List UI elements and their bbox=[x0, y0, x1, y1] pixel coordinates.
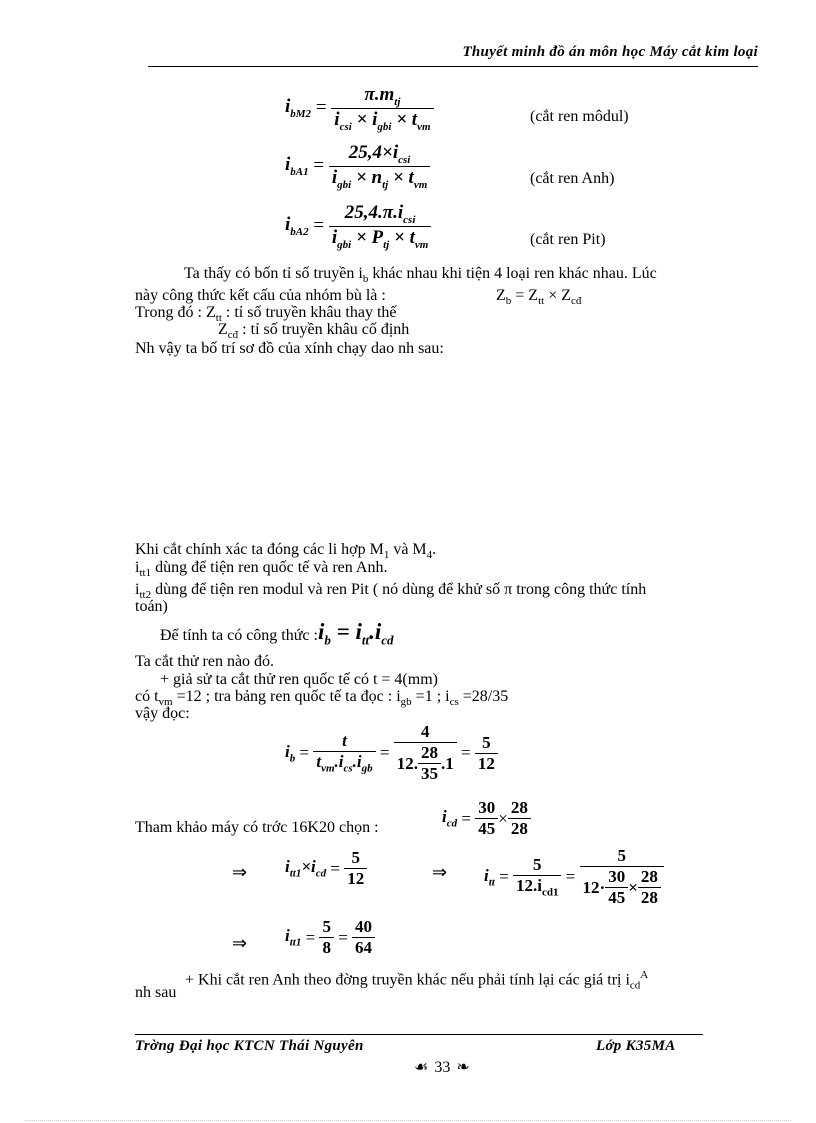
para1-line4: $Z_{cđ}$ : tỉ số truyền khâu cố định bbox=[218, 321, 410, 342]
page-deco-right-icon: ❧ bbox=[456, 1059, 470, 1076]
footer-right: Lớp K35MA bbox=[596, 1038, 676, 1054]
formula-iba1: $i_{bA1}$ = $\frac{25,4\times i_{csi}}{i_{gbi} \times n_{tj} \times t_{vm}}$ bbox=[285, 142, 430, 191]
para2-line8: có $t_{vm} =12$ ; tra bảng ren quốc tế ta đọc : $i_{gb} =1$ ; $i_{cs} =28/35$ bbox=[135, 688, 509, 709]
footer-rule bbox=[135, 1034, 703, 1035]
para2-line2: $i_{tt1}$ dùng để tiện ren quốc tế và ren Anh. bbox=[135, 559, 388, 580]
para1-line2: này công thức kết cấu của nhóm bù là : bbox=[135, 287, 386, 304]
para1-line5: Nh vậy ta bố trí sơ đồ của xính chạy dao nh sau: bbox=[135, 340, 444, 357]
equation-itt: $i_{tt}$ = $\frac{5}{12.i_{cd1}}$ = 5 12· $\frac{30}{45}$ × $\frac{28}{28}$ bbox=[484, 846, 664, 908]
formula-iba2-note: (cắt ren Pit) bbox=[530, 231, 606, 248]
formula-iba1-note: (cắt ren Anh) bbox=[530, 170, 615, 187]
page-bottom-divider bbox=[25, 1120, 791, 1121]
page-number: ☙ 33 ❧ bbox=[414, 1059, 470, 1076]
page-deco-left-icon: ☙ bbox=[414, 1059, 429, 1076]
para2-line9: vậy đọc: bbox=[135, 705, 190, 722]
formula-iba2: $i_{bA2}$ = $\frac{25,4.\pi.i_{csi}}{i_{gbi} \times P_{tj} \times t_{vm}}$ bbox=[285, 202, 431, 251]
equation-ib: $i_b$ = $\frac{t}{t_{vm}.i_{cs}.i_{gb}}$ = 4 12. $\frac{28}{35}$ .1 = $\frac{5}{12}$ bbox=[285, 722, 498, 784]
arrow-icon-1: ⇒ bbox=[232, 862, 248, 882]
para2-line6: Ta cắt thử ren nào đó. bbox=[135, 653, 275, 670]
para1-line3: Trong đó : $Z_{tt}$ : tỉ số truyền khâu thay thế bbox=[135, 304, 397, 325]
formula-ibm2-note: (cắt ren môdul) bbox=[530, 108, 629, 125]
para1-line2-eq: $Z_b = Z_{tt} \times Z_{cđ}$ bbox=[496, 287, 582, 308]
arrow-icon-3: ⇒ bbox=[232, 933, 248, 953]
equation-itt1-icd: $i_{tt1}\times i_{cd}$ = $\frac{5}{12}$ bbox=[285, 848, 367, 889]
para2-line4: toán) bbox=[135, 598, 168, 615]
para2-line7: + giả sử ta cắt thử ren quốc tế có t = 4(mm) bbox=[160, 671, 438, 688]
equation-itt1: $i_{tt1}$ = $\frac{5}{8}$ = $\frac{40}{64}$ bbox=[285, 917, 375, 958]
formula-ibm2: $i_{bM2}$ = $\frac{\pi.m_{tj}}{i_{csi} \times i_{gbi} \times t_{vm}}$ bbox=[285, 84, 434, 133]
para3-line2: nh sau bbox=[135, 984, 177, 1001]
equation-icd-label: Tham khảo máy có trớc 16K20 chọn : bbox=[135, 819, 379, 836]
arrow-icon-2: ⇒ bbox=[432, 862, 448, 882]
header-rule bbox=[148, 66, 758, 67]
para2-line5: Để tính ta có công thức : $i_b = i_{tt}.i_{cd}$ bbox=[160, 619, 394, 648]
equation-icd: $i_{cd}$ = $\frac{30}{45}$ × $\frac{28}{28}$ bbox=[442, 798, 531, 839]
para3-line1: + Khi cắt ren Anh theo đờng truyền khác nếu phải tính lại các giá trị $i_{cd}^A$ bbox=[185, 969, 649, 992]
header-title: Thuyết minh đồ án môn học Máy cắt kim loại bbox=[462, 44, 758, 60]
para2-line3: $i_{tt2}$ dùng để tiện ren modul và ren Pit ( nó dùng để khử số π trong công thức tính bbox=[135, 581, 647, 602]
para1-line1: Ta thấy có bốn tỉ số truyền $i_b$ khác nhau khi tiện 4 loại ren khác nhau. Lúc bbox=[184, 265, 657, 286]
footer-left: Trờng Đại học KTCN Thái Nguyên bbox=[135, 1038, 364, 1054]
para2-line1: Khi cắt chính xác ta đóng các li hợp $M_1$ và $M_4$. bbox=[135, 541, 437, 562]
